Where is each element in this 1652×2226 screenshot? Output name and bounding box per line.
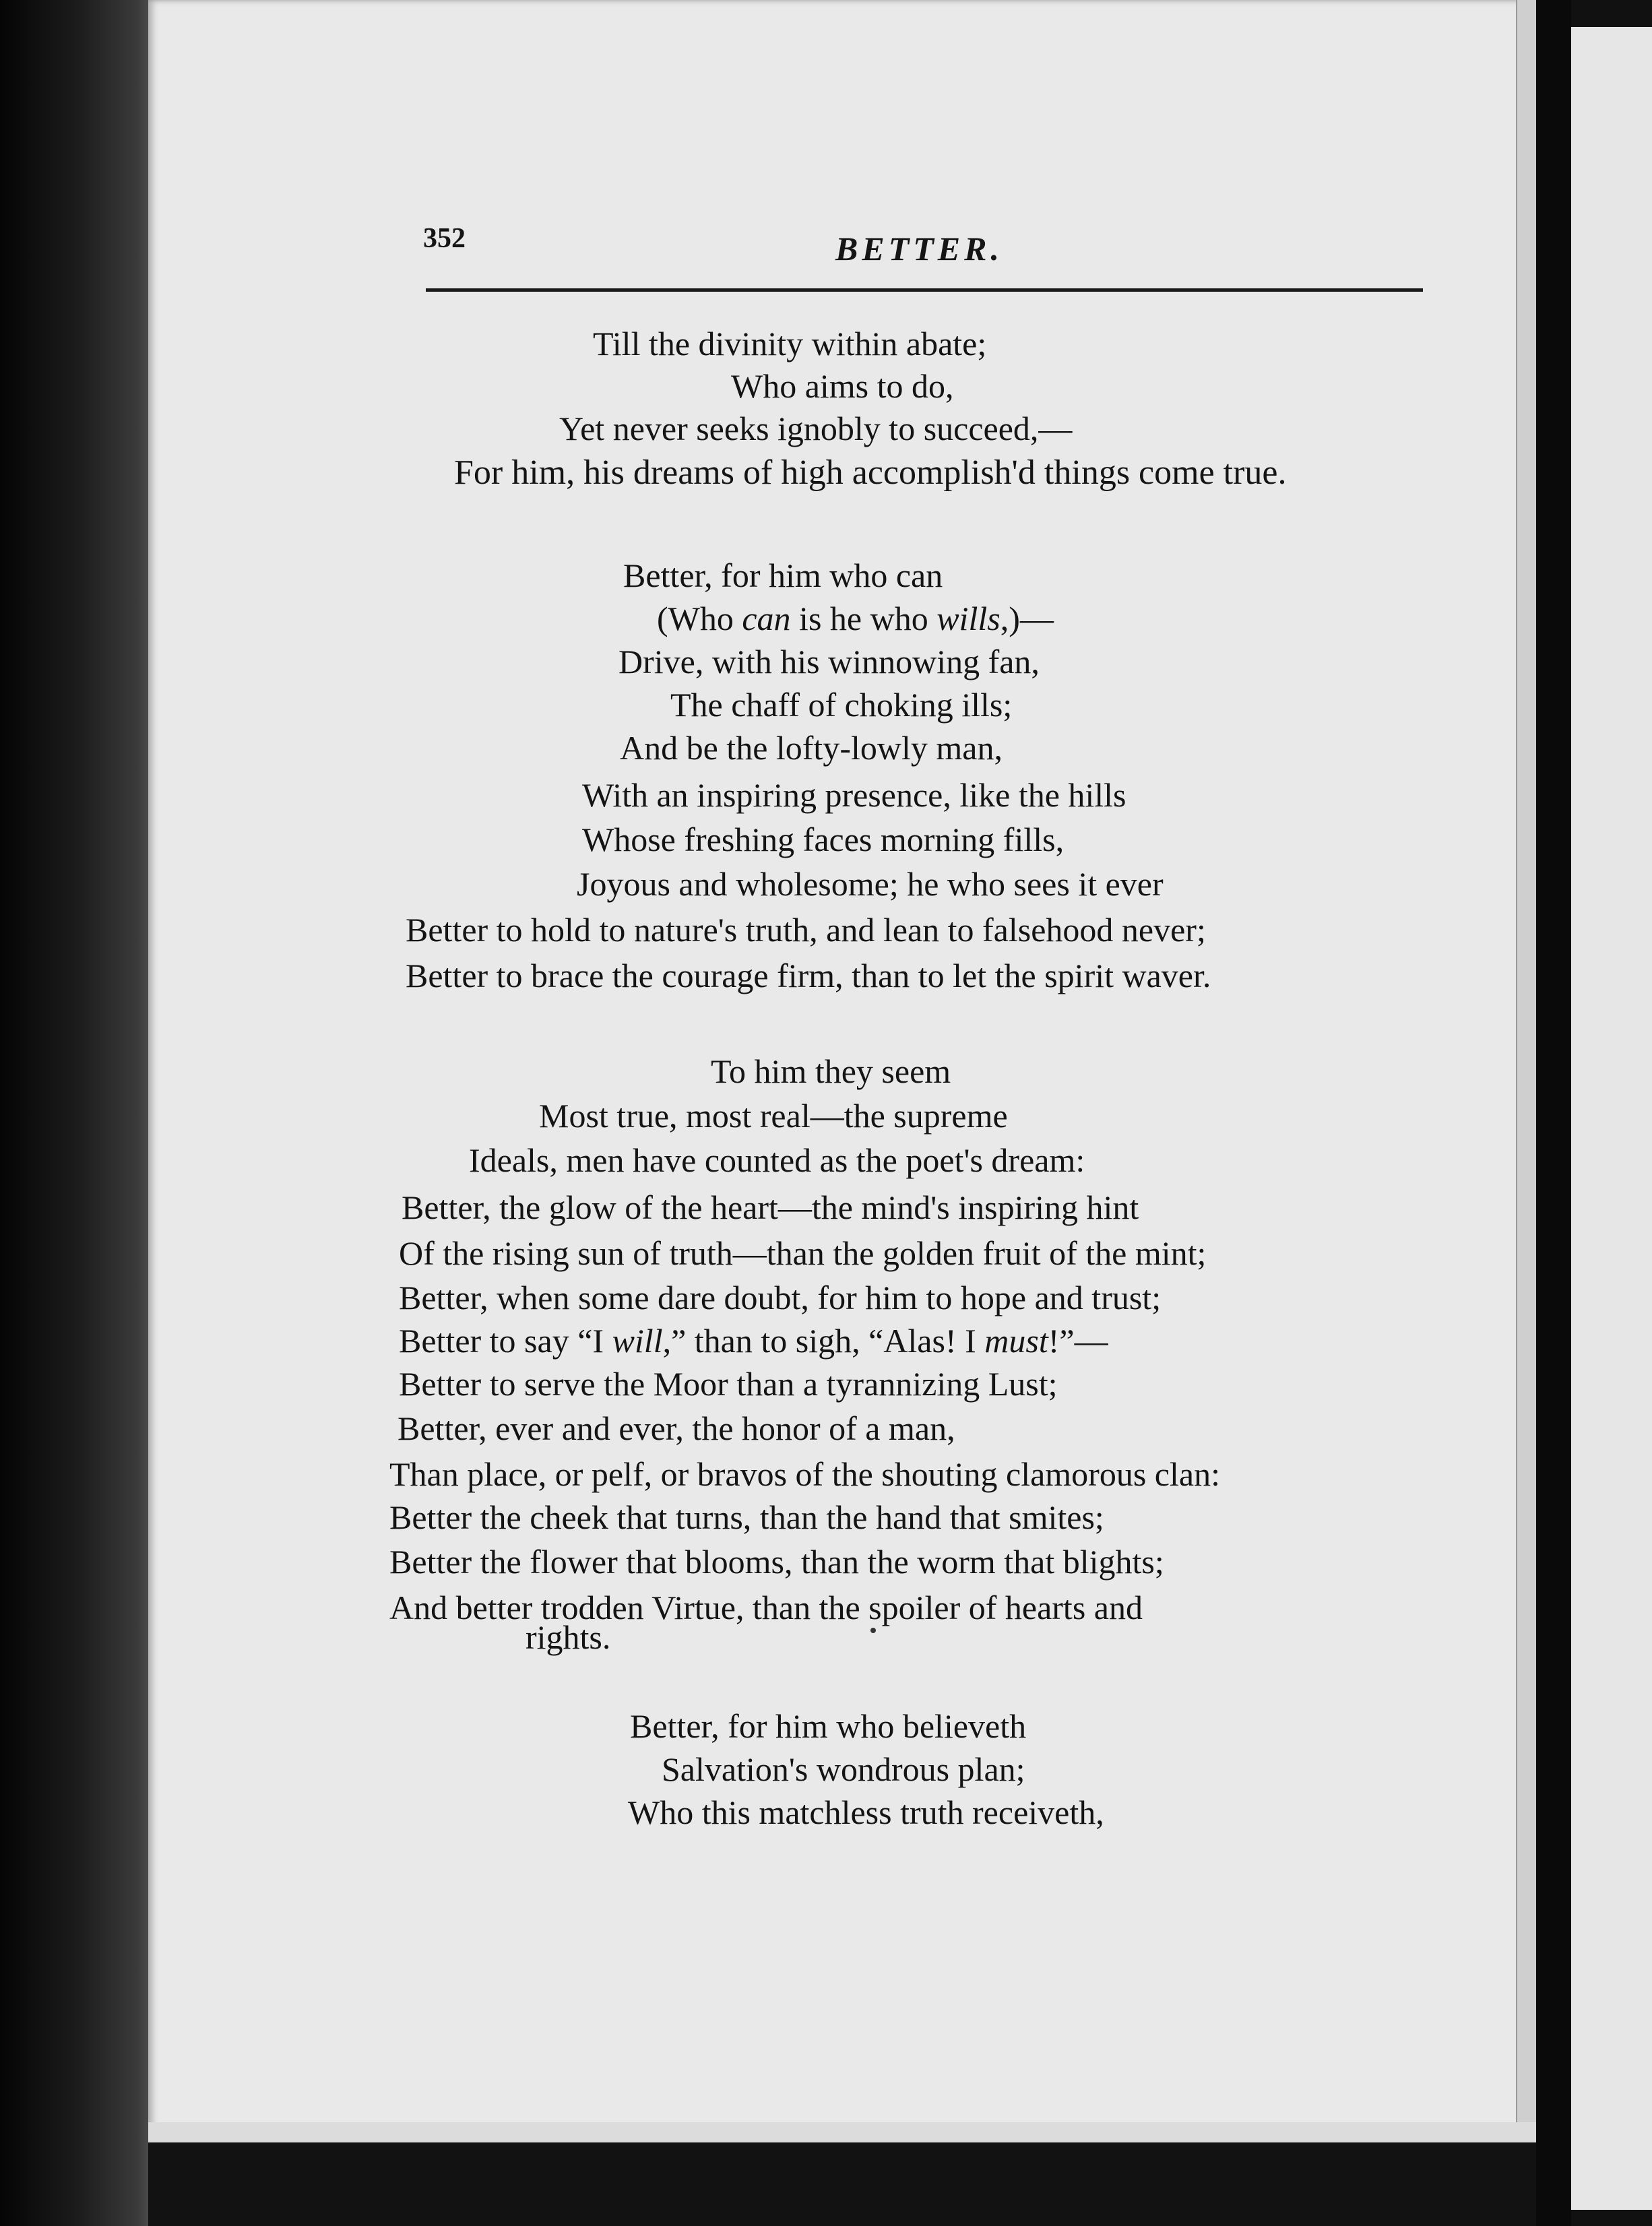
poem-line: And be the lofty-lowly man, — [620, 729, 1003, 767]
poem-line: Better, the glow of the heart—the mind's inspiring hint — [402, 1188, 1139, 1226]
poem-line: Most true, most real—the supreme — [539, 1097, 1008, 1135]
poem-line: Better the flower that blooms, than the worm that blights; — [389, 1543, 1164, 1581]
poem-line: Of the rising sun of truth—than the golden fruit of the mint; — [399, 1234, 1207, 1272]
poem-line: Yet never seeks ignobly to succeed,— — [559, 410, 1073, 447]
poem-line: (Who can is he who wills,)— — [657, 600, 1054, 637]
poem-line: Better, for him who can — [623, 556, 943, 594]
poem-line: Ideals, men have counted as the poet's dream: — [469, 1141, 1085, 1179]
bottom-shadow — [148, 2142, 1536, 2226]
poem-line: Better, for him who believeth — [630, 1707, 1027, 1745]
page-number: 352 — [423, 223, 466, 254]
poem-line: Than place, or pelf, or bravos of the shouting clamorous clan: — [389, 1455, 1220, 1493]
poem-line: Till the divinity within abate; — [593, 325, 987, 362]
poem-line: For him, his dreams of high accomplish'd things come true. — [454, 453, 1287, 492]
poem-line: Joyous and wholesome; he who sees it ever — [577, 865, 1164, 903]
poem-line: Better, when some dare doubt, for him to hope and trust; — [399, 1279, 1162, 1316]
ink-speck — [870, 1628, 876, 1633]
poem-line: Who aims to do, — [731, 367, 954, 405]
poem-line: Better to say “I will,” than to sigh, “Alas! I must!”— — [399, 1322, 1108, 1360]
running-head: BETTER. — [835, 230, 1003, 267]
poem-line: And better trodden Virtue, than the spoiler of hearts and — [389, 1589, 1143, 1626]
poem-line: With an inspiring presence, like the hills — [582, 776, 1126, 814]
page-edge — [1516, 0, 1537, 2142]
page-bottom-edge — [148, 2122, 1536, 2142]
gutter-shadow — [1536, 0, 1571, 2226]
poem-line: Better to brace the courage firm, than to let the spirit waver. — [406, 957, 1211, 994]
poem-line: The chaff of choking ills; — [670, 686, 1013, 724]
poem-line: Better to serve the Moor than a tyrannizing Lust; — [399, 1365, 1058, 1403]
poem-line: Better, ever and ever, the honor of a man, — [398, 1409, 955, 1447]
poem-line: Who this matchless truth receiveth, — [628, 1793, 1104, 1831]
adjacent-page — [1571, 27, 1652, 2210]
poem-line: Drive, with his winnowing fan, — [618, 643, 1040, 680]
poem-line: rights. — [526, 1618, 611, 1656]
poem-line: Better the cheek that turns, than the hand that smites; — [389, 1498, 1104, 1536]
poem-line: Whose freshing faces morning fills, — [582, 821, 1065, 858]
poem-line: To him they seem — [711, 1052, 951, 1090]
poem-line: Better to hold to nature's truth, and lean to falsehood never; — [406, 911, 1206, 949]
header-rule — [426, 288, 1423, 292]
poem-line: Salvation's wondrous plan; — [662, 1750, 1025, 1788]
